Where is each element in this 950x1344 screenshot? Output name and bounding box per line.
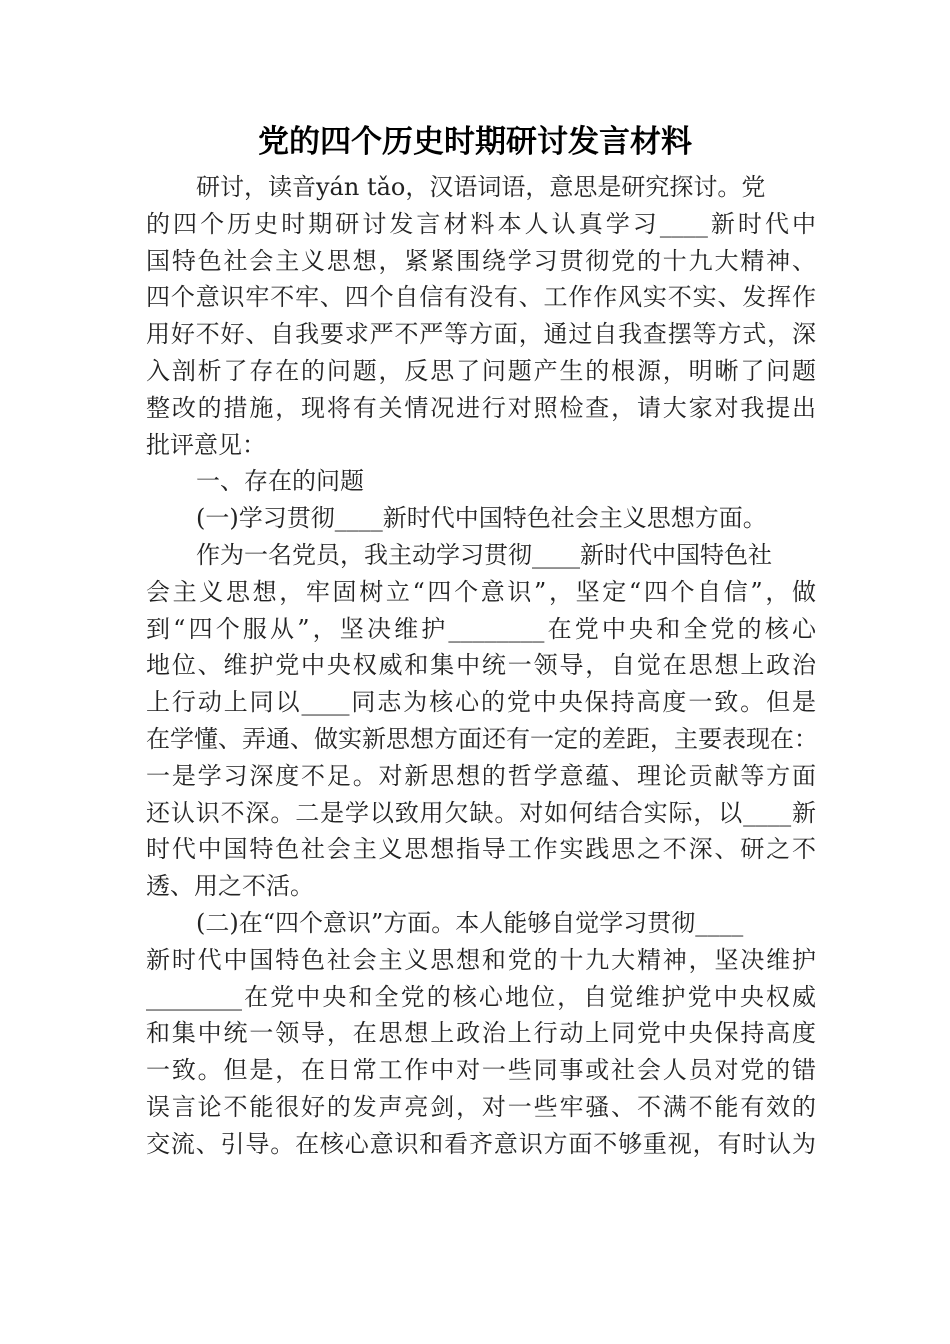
section-heading: 一、存在的问题 <box>196 467 364 496</box>
document-title: 党的四个历史时期研讨发言材料 <box>258 124 692 160</box>
text-line: 到“四个服从”，坚决维护________在党中央和全党的核心 <box>146 614 816 643</box>
text-line: 四个意识牢不牢、四个自信有没有、工作作风实不实、发挥作 <box>146 283 816 312</box>
text-line: 上行动上同以____同志为核心的党中央保持高度一致。但是 <box>146 688 816 717</box>
text-line: 时代中国特色社会主义思想指导工作实践思之不深、研之不 <box>146 835 816 864</box>
text-line: 新时代中国特色社会主义思想和党的十九大精神，坚决维护 <box>146 945 816 974</box>
text-line: 的四个历史时期研讨发言材料本人认真学习____新时代中 <box>146 209 816 238</box>
text-line: 作为一名党员，我主动学习贯彻____新时代中国特色社 <box>196 540 772 569</box>
text-line: 研讨，读音yán tǎo，汉语词语，意思是研究探讨。党 <box>196 173 766 201</box>
text-line: 一是学习深度不足。对新思想的哲学意蕴、理论贡献等方面 <box>146 761 816 790</box>
text-line: ________在党中央和全党的核心地位，自觉维护党中央权威 <box>146 982 816 1011</box>
subsection-heading: (一)学习贯彻____新时代中国特色社会主义思想方面。 <box>196 504 767 533</box>
text-line: 整改的措施，现将有关情况进行对照检查，请大家对我提出 <box>146 393 816 422</box>
text-line: 用好不好、自我要求严不严等方面，通过自我查摆等方式，深 <box>146 320 816 349</box>
text-line: 误言论不能很好的发声亮剑，对一些牢骚、不满不能有效的 <box>146 1092 816 1121</box>
text-line: 在学懂、弄通、做实新思想方面还有一定的差距，主要表现在： <box>146 724 818 753</box>
text-line: 和集中统一领导，在思想上政治上行动上同党中央保持高度 <box>146 1019 816 1048</box>
text-line: 一致。但是，在日常工作中对一些同事或社会人员对党的错 <box>146 1056 816 1085</box>
text-line: 批评意见： <box>146 430 266 459</box>
subsection-heading: (二)在“四个意识”方面。本人能够自觉学习贯彻____ <box>196 908 744 937</box>
text-line: 入剖析了存在的问题，反思了问题产生的根源，明晰了问题 <box>146 356 816 385</box>
document-body <box>146 169 816 1163</box>
text-line: 还认识不深。二是学以致用欠缺。对如何结合实际，以____新 <box>146 798 816 827</box>
text-line: 交流、引导。在核心意识和看齐意识方面不够重视，有时认为 <box>146 1129 816 1158</box>
text-line: 会主义思想，牢固树立“四个意识”，坚定“四个自信”，做 <box>146 577 816 606</box>
text-line: 透、用之不活。 <box>146 872 314 901</box>
text-line: 国特色社会主义思想，紧紧围绕学习贯彻党的十九大精神、 <box>146 246 816 275</box>
text-line: 地位、维护党中央权威和集中统一领导，自觉在思想上政治 <box>146 651 816 680</box>
